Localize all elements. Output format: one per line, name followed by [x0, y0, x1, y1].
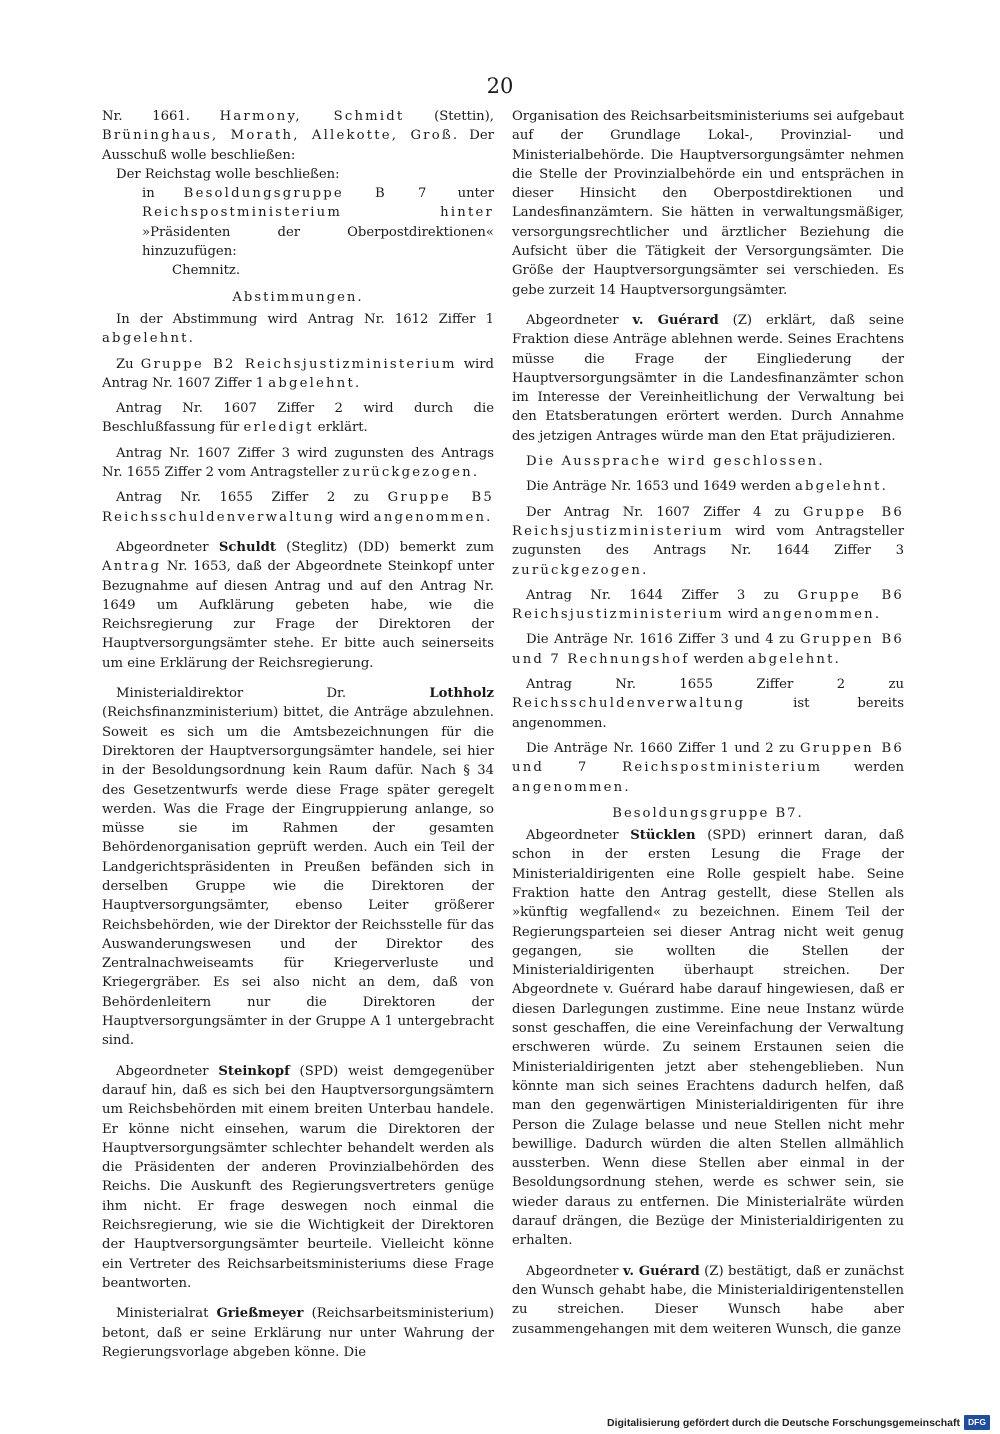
- paragraph: Antrag Nr. 1607 Ziffer 2 wird durch die Beschlußfassung für erledigt erklärt.: [102, 401, 494, 436]
- motion-text: in Besoldungsgruppe B 7 unter Reichspostministerium hinter »Präsidenten der Oberpostdirektionen« hinzuzufügen:: [142, 186, 495, 260]
- paragraph-schuldt: Abgeordneter Schuldt (Steglitz) (DD) bemerkt zum Antrag Nr. 1653, daß der Abgeordnete Steinkopf unter Bezugnahme auf diesen Antrag und auf den Antrag Nr. 1649 um Aufklärung gebeten habe, wie die Reichsregierung zur Frage der Direktoren der Hauptversorgungsämter stehe. Er bitte auch seinerseits um eine Erklärung der Reichsregierung.: [102, 539, 494, 671]
- paragraph-griessmeyer: Ministerialrat Grießmeyer (Reichsarbeitsministerium) betont, daß er seine Erklärung nur unter Wahrung der Regierungsvorlage abgeben könne. Die: [102, 1306, 494, 1360]
- paragraph-stuecklen: Abgeordneter Stücklen (SPD) erinnert daran, daß schon in der ersten Lesung die Frage der Ministerialdirigenten eine Rolle gespielt habe. Seine Fraktion hatte den Antrag gestellt, diese Stellen als »künftig wegfallend« zu bezeichnen. Einem Teil der Regierungsparteien sei dieser Antrag nicht weit genug gegangen, sie wollten die Stellen der Ministerialdirigenten überhaupt streichen. Der Abgeordnete v. Guérard habe darauf hingewiesen, daß er diesen Darlegungen zustimme. Eine neue Instanz würde sonst geschaffen, die eine Vereinfachung der Verwaltung erschweren würde. Zu seinem Erstaunen seien die Ministerialdirigenten jetzt aber stehengeblieben. Nun könnte man sich seines Erachtens dadurch helfen, daß man den gegenwärtigen Ministerialdirigenten für ihre Person die Zulage belasse und neue Stellen nicht mehr bewillige. Dadurch würden die alten Stellen allmählich aussterben. Wenn diese Stellen aber einmal in der Besoldungsordnung stehen, werde es schwer sein, sie wieder daraus zu entfernen. Die Ministerialräte würden darauf drängen, die Bezüge der Ministerialdirigenten zu erhalten.: [512, 828, 905, 1249]
- paragraph: Antrag Nr. 1655 Ziffer 2 zu Gruppe B5 Reichsschuldenverwaltung wird angenommen.: [102, 490, 495, 525]
- footer-credit: Digitalisierung gefördert durch die Deutsche Forschungsgemeinschaft: [607, 1416, 960, 1429]
- paragraph: Die Anträge Nr. 1616 Ziffer 3 und 4 zu Gruppen B6 und 7 Rechnungshof werden abgelehnt.: [512, 632, 904, 667]
- paragraph: Antrag Nr. 1655 Ziffer 2 zu Reichsschuldenverwaltung ist bereits angenommen.: [512, 677, 904, 731]
- paragraph-steinkopf: Abgeordneter Steinkopf (SPD) weist demgegenüber darauf hin, daß es sich bei den Hauptversorgungsämtern um Reichsbehörden mit einem breiten Unterbau handele. Er könne nicht einsehen, warum die Direktoren der Hauptversorgungsämter schlechter behandelt werden als die Präsidenten der anderen Provinzialbehörden des Reichs. Die Auskunft des Regierungsvertreters genüge ihm nicht. Er frage deswegen noch einmal die Reichsregierung, wie sie die Wichtigkeit der Direktoren der Hauptversorgungsämter beurteile. Vielleicht könne ein Vertreter des Reichsarbeitsministeriums diese Frage beantworten.: [102, 1063, 494, 1291]
- paragraph: Der Antrag Nr. 1607 Ziffer 4 zu Gruppe B6 Reichsjustizministerium wird vom Antragsteller zugunsten des Antrags Nr. 1644 Ziffer 3 zurückgezogen.: [512, 504, 904, 578]
- paragraph: Die Anträge Nr. 1653 und 1649 werden abgelehnt.: [526, 479, 889, 495]
- left-column: [102, 107, 494, 1362]
- motion-1661: Nr. 1661. Harmony, Schmidt (Stettin), Brüninghaus, Morath, Allekotte, Groß. Der Ausschuß wolle beschließen:: [102, 109, 494, 163]
- page-number: 20: [486, 74, 514, 98]
- dfg-logo-icon: DFG: [964, 1415, 990, 1430]
- right-column: [512, 107, 904, 1339]
- heading-abstimmungen: Abstimmungen.: [232, 289, 364, 305]
- motion-intro: Der Reichstag wolle beschließen:: [116, 166, 340, 182]
- paragraph-lothholz: Ministerialdirektor Dr. Lothholz (Reichsfinanzministerium) bittet, die Anträge abzulehnen. Soweit es sich um die Amtsbezeichnungen für die Direktoren der Hauptversorgungsämter handele, sei hier in der Besoldungsordnung kein Raum dafür. Nach § 34 des Gesetzentwurfs werde diese Frage später geregelt werden. Was die Frage der Eingruppierung anlange, so müsse sie im Rahmen der gesamten Behördenorganisation geprüft werden. Auch ein Teil der Landgerichtspräsidenten in Preußen befänden sich in derselben Gruppe wie die Direktoren der Hauptversorgungsämter, ebenso Leiter größerer Reichsbehörden, wie der Direktor der Reichsstelle für das Auswanderungswesen und der Direktor des Zentralnachweiseamts für Kriegerverluste und Kriegergräber. Es sei also nicht an dem, daß von Behördenleitern nur die Direktoren der Hauptversorgungsämter in der Gruppe A 1 untergebracht sind.: [102, 686, 494, 1049]
- paragraph-guerard-2: Abgeordneter v. Guérard (Z) bestätigt, daß er zunächst den Wunsch gehabt habe, die Ministerialdirigentenstellen zu streichen. Dieser Wunsch habe aber zusammengehangen mit dem weiteren Wunsch, die ganze: [512, 1263, 904, 1337]
- heading-besoldungsgruppe-b7: Besoldungsgruppe B7.: [612, 805, 804, 821]
- paragraph-continued: Organisation des Reichsarbeitsministeriums sei aufgebaut auf der Grundlage Lokal-, Provinzial- und Ministerialbehörde. Die Hauptversorgungsämter nehmen die Stelle der Provinzialbehörde ein und entsprächen in dieser Hinsicht den Oberpostdirektionen und Landesfinanzämtern. Sie hätten in verwaltungsmäßiger, versorgungsrechtlicher und ärztlicher Beziehung die Aufsicht über die Tätigkeit der Versorgungsämter. Die Größe der Hauptversorgungsämter sei verschieden. Es gebe zurzeit 14 Hauptversorgungsämter.: [512, 109, 904, 298]
- paragraph: In der Abstimmung wird Antrag Nr. 1612 Ziffer 1 abgelehnt.: [102, 311, 494, 347]
- paragraph: Die Aussprache wird geschlossen.: [526, 454, 825, 470]
- paragraph-guerard: Abgeordneter v. Guérard (Z) erklärt, daß seine Fraktion diese Anträge ablehnen werde. Seines Erachtens müsse die Frage der Eingliederung der Hauptversorgungsämter in die Landesfinanzämter schon im Interesse der Vereinheitlichung der Verwaltung bei den Etatsberatungen erörtert werden. Durch Annahme des jetzigen Antrages würde man den Etat präjudizieren.: [512, 312, 904, 444]
- paragraph: Antrag Nr. 1644 Ziffer 3 zu Gruppe B6 Reichsjustizministerium wird angenommen.: [512, 587, 905, 623]
- motion-place: Chemnitz.: [172, 263, 241, 279]
- paragraph: Die Anträge Nr. 1660 Ziffer 1 und 2 zu Gruppen B6 und 7 Reichspostministerium werden angenommen.: [512, 740, 904, 795]
- paragraph: Antrag Nr. 1607 Ziffer 3 wird zugunsten des Antrags Nr. 1655 Ziffer 2 vom Antragsteller zurückgezogen.: [102, 445, 494, 481]
- footer: [607, 1415, 990, 1430]
- paragraph: Zu Gruppe B2 Reichsjustizministerium wird Antrag Nr. 1607 Ziffer 1 abgelehnt.: [102, 356, 495, 391]
